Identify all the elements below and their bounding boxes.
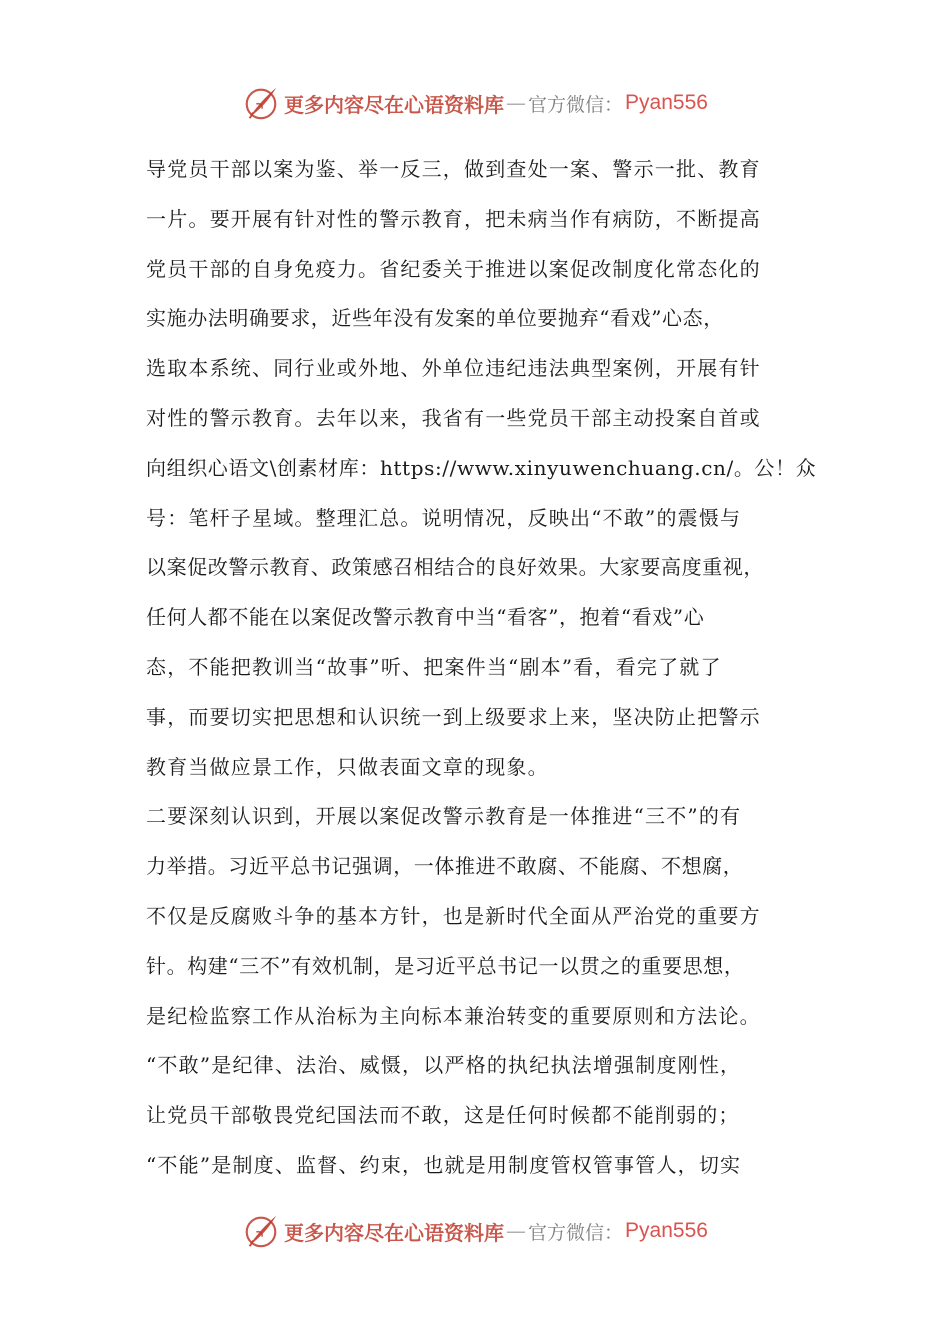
text-line: 导党员干部以案为鉴、举一反三，做到查处一案、警示一批、教育: [146, 157, 761, 181]
text-line: 任何人都不能在以案促改警示教育中当“看客”，抱着“看戏”心: [146, 605, 705, 630]
banner-wechat-id: Pyan556: [625, 1219, 708, 1242]
text-line: 态，不能把教训当“故事”听、把案件当“剧本”看，看完了就了: [146, 654, 722, 679]
text-line: 一片。要开展有针对性的警示教育，把未病当作有病防，不断提高: [146, 206, 761, 231]
quill-logo-icon: [242, 84, 280, 122]
header-banner: [0, 80, 950, 126]
text-line: 教育当做应景工作，只做表面文章的现象。: [146, 754, 549, 779]
text-line: 针。构建“三不”有效机制，是习近平总书记一以贯之的重要思想，: [146, 953, 745, 978]
text-line: 是纪检监察工作从治标为主向标本兼治转变的重要原则和方法论。: [146, 1003, 761, 1028]
text-line: 实施办法明确要求，近些年没有发案的单位要抛弃“看戏”心态，: [146, 306, 724, 331]
text-line: 二要深刻认识到，开展以案促改警示教育是一体推进“三不”的有: [146, 804, 742, 829]
text-line: 党员干部的自身免疫力。省纪委关于推进以案促改制度化常态化的: [146, 256, 761, 281]
banner-brand-text: 更多内容尽在心语资料库: [284, 92, 505, 117]
text-line: 对性的警示教育。去年以来，我省有一些党员干部主动投案自首或: [146, 405, 761, 430]
text-line: 让党员干部敬畏党纪国法而不敢，这是任何时候都不能削弱的；: [146, 1103, 740, 1128]
text-line: 向组织心语文\创素材库：https://www.xinyuwenchuang.cn/。公！众: [146, 455, 817, 480]
banner-wechat-id: Pyan556: [625, 91, 708, 114]
text-line: 事，而要切实把思想和认识统一到上级要求上来，坚决防止把警示: [146, 704, 761, 729]
banner-dash: —: [506, 1219, 527, 1243]
text-line: 选取本系统、同行业或外地、外单位违纪违法典型案例，开展有针: [146, 356, 761, 381]
text-line: 力举措。习近平总书记强调，一体推进不敢腐、不能腐、不想腐，: [146, 854, 744, 879]
banner-brand-text: 更多内容尽在心语资料库: [284, 1220, 505, 1245]
text-line: “不能”是制度、监督、约束，也就是用制度管权管事管人，切实: [146, 1152, 742, 1177]
banner-wechat-label: 官方微信：: [528, 1221, 624, 1244]
banner-wechat-label: 官方微信：: [528, 93, 624, 116]
banner-dash: —: [506, 91, 527, 115]
text-line: 以案促改警示教育、政策感召相结合的良好效果。大家要高度重视，: [146, 555, 764, 580]
footer-banner: [0, 1208, 950, 1254]
text-line: “不敢”是纪律、法治、威慑，以严格的执纪执法增强制度刚性，: [146, 1053, 742, 1078]
quill-logo-icon: [242, 1212, 280, 1250]
text-line: 号：笔杆子星域。整理汇总。说明情况，反映出“不敢”的震慑与: [146, 505, 742, 530]
body-text: [146, 145, 826, 1191]
text-line: 不仅是反腐败斗争的基本方针，也是新时代全面从严治党的重要方: [146, 903, 761, 928]
